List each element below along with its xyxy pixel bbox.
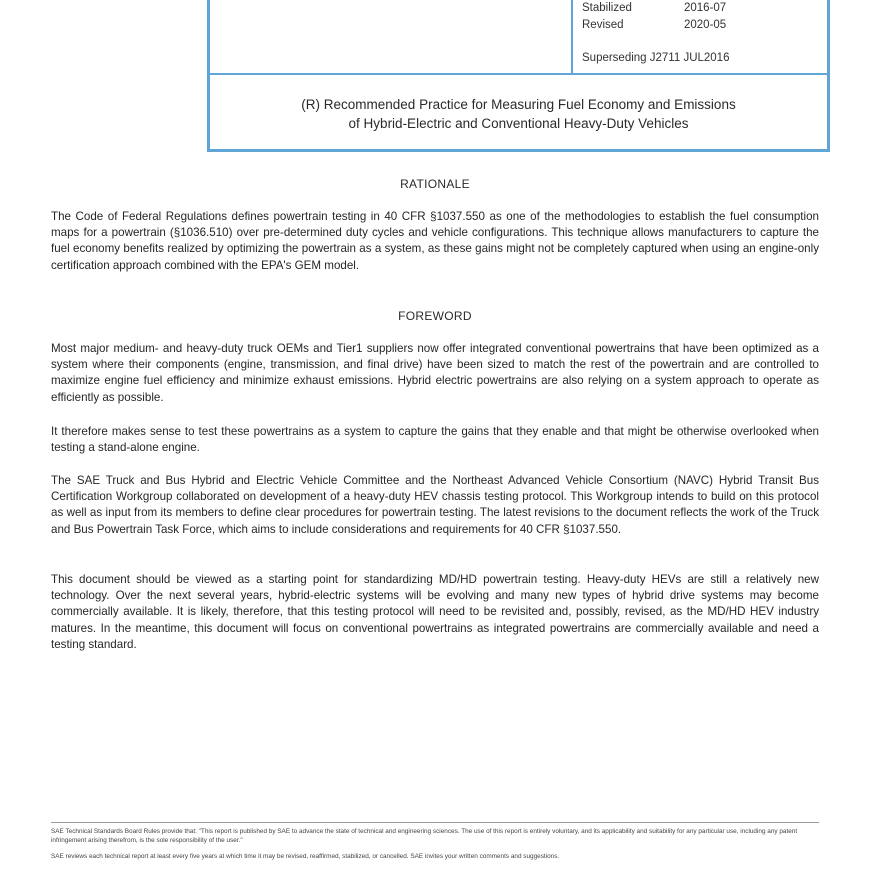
title-line-1: (R) Recommended Practice for Measuring Fuel Economy and Emissions <box>301 97 736 112</box>
footer-note-1: SAE Technical Standards Board Rules provide that: "This report is published by SAE to advance the state of technical and engineering sciences. The use of this report is entirely voluntary, and its applicability and suitability for any particular use, including any patent infringement arising therefrom, is the sole responsibility of the user." <box>51 828 798 844</box>
foreword-paragraph-1: Most major medium- and heavy-duty truck OEMs and Tier1 suppliers now offer integrated conventional powertrains that have been optimized as a system where their components (engine, transmission, and final drive) have been sized to match the rest of the powertrain and are controlled to maximize engine fuel efficiency and minimize exhaust emissions. Hybrid electric powertrains are also relying on a system approach to operate as efficiently as possible. <box>51 342 819 404</box>
footer-note-2: SAE reviews each technical report at least every five years at which time it may be revised, reaffirmed, stabilized, or cancelled. SAE invites your written comments and suggestions. <box>51 853 560 860</box>
meta-row-revised <box>582 19 726 31</box>
foreword-paragraph-2: It therefore makes sense to test these powertrains as a system to capture the gains that they enable and that might be otherwise overlooked when testing a stand-alone engine. <box>51 425 819 455</box>
rationale-heading: RATIONALE <box>400 177 470 191</box>
meta-value: 2016-07 <box>684 2 727 14</box>
meta-row-stabilized <box>582 2 726 14</box>
meta-label: Stabilized <box>582 2 632 14</box>
header-meta-area <box>210 0 827 75</box>
foreword-paragraph-4: This document should be viewed as a starting point for standardizing MD/HD powertrain testing. Heavy-duty HEVs are still a relatively new technology. Over the next several years, hybrid-electric systems will be evolving and many new types of hybrid drive systems may become commercially available. It is likely, therefore, that this testing protocol will need to be revisited and, possibly, revised, as the MD/HD HEV industry matures. In the meantime, this document will focus on conventional powertrains as integrated powertrains are commercially available and need a testing standard. <box>51 573 819 651</box>
footer-divider <box>51 822 819 823</box>
rationale-paragraph: The Code of Federal Regulations defines powertrain testing in 40 CFR §1037.550 as one of the methodologies to establish the fuel consumption maps for a powertrain (§1036.510) over pre-determined duty cycles and vehicle configurations. This technique allows manufacturers to capture the fuel economy benefits realized by optimizing the powertrain as a system, as these gains might not be completely captured when using an engine-only certification approach combined with the EPA's GEM model. <box>51 210 819 272</box>
foreword-heading: FOREWORD <box>398 309 472 323</box>
foreword-paragraph-3: The SAE Truck and Bus Hybrid and Electric Vehicle Committee and the Northeast Advanced Vehicle Consortium (NAVC) Hybrid Transit Bus Certification Workgroup collaborated on development of a heavy-duty HEV chassis testing protocol. This Workgroup intends to build on this protocol as well as input from its members to define clear procedures for powertrain testing. The latest revisions to the document reflects the work of the Truck and Bus Powertrain Task Force, which aims to include considerations and requirements for 40 CFR §1037.550. <box>51 474 819 536</box>
document-title <box>210 95 827 133</box>
document-header-box <box>207 0 830 152</box>
meta-value: 2020-05 <box>684 19 727 31</box>
superseding-note: Superseding J2711 JUL2016 <box>582 52 730 64</box>
title-line-2: of Hybrid-Electric and Conventional Heavy-Duty Vehicles <box>348 116 689 131</box>
header-divider <box>571 0 573 73</box>
meta-label: Revised <box>582 19 624 31</box>
